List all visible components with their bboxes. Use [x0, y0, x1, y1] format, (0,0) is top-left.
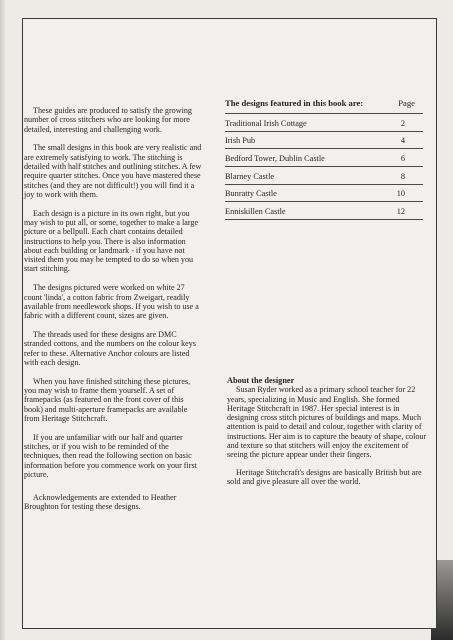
about-designer — [227, 376, 427, 494]
design-row — [225, 114, 423, 132]
intro-paragraph: When you have finished stitching these pictures, you may wish to frame them yourself. A set of framepacks (as featured on the front cover of this book) and multi-aperture framepacks are available from Heritage Stitchcraft. — [24, 376, 191, 423]
design-page: 2 — [382, 114, 423, 132]
intro-paragraph: Each design is a picture in its own right, but you may wish to put all, or some, together to make a large picture or a bellpull. Each chart contains detailed instructions to help you. There is also information about each building or landmark - if you have not visited them you may be tempted to do so when you start stitching. — [24, 208, 199, 274]
design-name: Irish Pub — [225, 131, 382, 149]
design-name: Enniskillen Castle — [225, 202, 382, 220]
designs-heading: The designs featured in this book are: — [225, 98, 364, 108]
design-row — [225, 131, 423, 149]
design-row — [225, 167, 423, 185]
design-page: 4 — [382, 131, 423, 149]
design-page: 8 — [382, 167, 423, 185]
design-page: 10 — [382, 184, 423, 202]
designs-list — [225, 98, 423, 220]
page-column-label: Page — [398, 98, 415, 108]
intro-paragraph: The small designs in this book are very realistic and are extremely satisfying to work. The stitching is detailed with half stitches and outlining stitches. A few require quarter stitches. Once you have mastered these stitches (and they are not difficult!) you will find it a joy to work with them. — [24, 143, 202, 199]
intro-paragraph: These guides are produced to satisfy the growing number of cross stitchers who are looking for more detailed, interesting and challenging work. — [24, 106, 192, 134]
about-heading: About the designer — [227, 376, 295, 385]
intro-paragraph: The threads used for these designs are DMC stranded cottons, and the numbers on the colour keys refer to these. Alternative Anchor colours are listed with each design. — [24, 329, 196, 367]
design-name: Traditional Irish Cottage — [225, 114, 382, 132]
design-row — [225, 184, 423, 202]
designs-header — [225, 98, 423, 110]
intro-paragraph: The designs pictured were worked on white 27 count 'linda', a cotton fabric from Zweigart, readily available from needlework shops. If you wish to use a fabric with a different count, sizes are given. — [24, 283, 199, 321]
design-page: 12 — [382, 202, 423, 220]
design-name: Bunratty Castle — [225, 184, 382, 202]
about-paragraph: Heritage Stitchcraft's designs are basically British but are sold and give pleasure all over the world. — [227, 467, 422, 486]
acknowledgements: Acknowledgements are extended to Heather Broughton for testing these designs. — [24, 493, 177, 512]
intro-column — [24, 106, 202, 521]
design-row — [225, 149, 423, 167]
designs-table — [225, 113, 423, 220]
design-row — [225, 202, 423, 220]
intro-paragraph: If you are unfamiliar with our half and quarter stitches, or if you wish to be reminded of the techniques, then read the following section on basic information before you commence work on your first picture. — [24, 432, 197, 479]
design-name: Bedford Tower, Dublin Castle — [225, 149, 382, 167]
design-name: Blarney Castle — [225, 167, 382, 185]
page-edge-shadow — [0, 0, 6, 640]
design-page: 6 — [382, 149, 423, 167]
about-paragraph: Susan Ryder worked as a primary school teacher for 22 years, specializing in Music and English. She formed Heritage Stitchcraft in 1987. Her special interest is in designing cross stitch pictures of buildings and maps. Much attention is paid to detail and colour, together with clarity of instructions. Her aim is to capture the beauty of shape, colour and texture so that stitchers will enjoy the excitement of seeing the picture appear under their fingers. — [227, 385, 427, 460]
